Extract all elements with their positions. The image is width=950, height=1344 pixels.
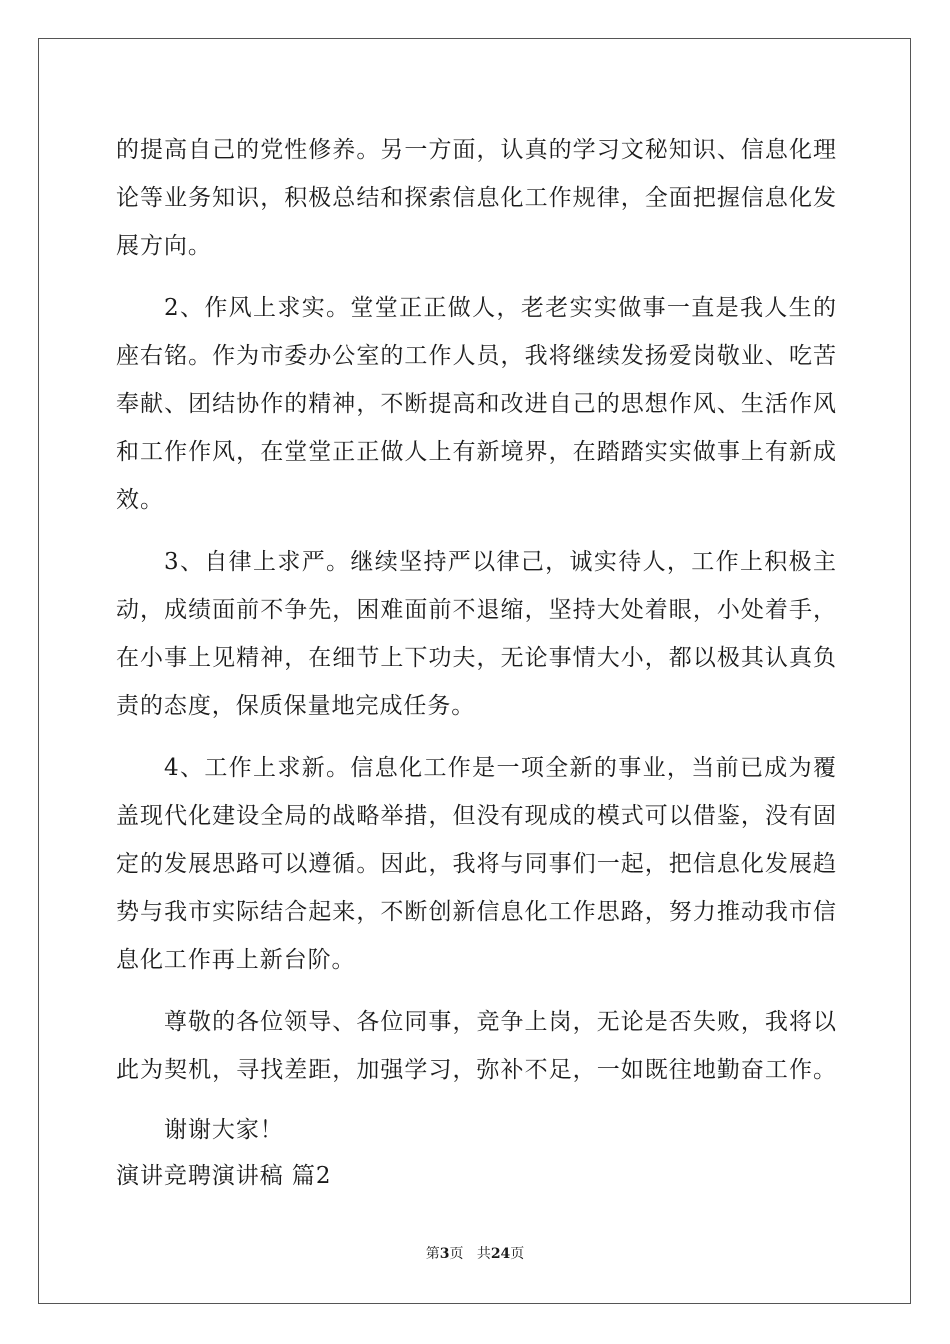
text-line: 势与我市实际结合起来，不断创新信息化工作思路，努力推动我市信 bbox=[116, 899, 836, 925]
paragraph-first-line: 4、工作上求新。信息化工作是一项全新的事业，当前已成为覆 bbox=[164, 755, 836, 781]
text-line: 论等业务知识，积极总结和探索信息化工作规律，全面把握信息化发 bbox=[116, 185, 836, 211]
total-prefix: 共 bbox=[476, 1246, 491, 1262]
text-line: 奉献、团结协作的精神，不断提高和改进自己的思想作风、生活作风 bbox=[116, 391, 836, 417]
section-heading: 演讲竞聘演讲稿 篇2 bbox=[116, 1163, 332, 1189]
page-suffix: 页 bbox=[449, 1246, 464, 1262]
closing-remark: 谢谢大家！ bbox=[164, 1117, 284, 1143]
text-line: 息化工作再上新台阶。 bbox=[116, 947, 356, 973]
text-line: 此为契机，寻找差距，加强学习，弥补不足，一如既往地勤奋工作。 bbox=[116, 1057, 836, 1083]
text-line: 展方向。 bbox=[116, 233, 212, 259]
page-footer bbox=[0, 1244, 950, 1264]
total-pages: 24 bbox=[490, 1246, 511, 1262]
paragraph-first-line: 尊敬的各位领导、各位同事，竞争上岗，无论是否失败，我将以 bbox=[164, 1009, 836, 1035]
text-line: 在小事上见精神，在细节上下功夫，无论事情大小，都以极其认真负 bbox=[116, 645, 836, 671]
text-line: 效。 bbox=[116, 487, 164, 513]
text-line: 动，成绩面前不争先，困难面前不退缩，坚持大处着眼，小处着手， bbox=[116, 597, 836, 623]
text-line: 和工作作风，在堂堂正正做人上有新境界，在踏踏实实做事上有新成 bbox=[116, 439, 836, 465]
paragraph-first-line: 2、作风上求实。堂堂正正做人，老老实实做事一直是我人生的 bbox=[164, 295, 836, 321]
text-line: 的提高自己的党性修养。另一方面，认真的学习文秘知识、信息化理 bbox=[116, 137, 836, 163]
page-prefix: 第 bbox=[425, 1246, 440, 1262]
text-line: 座右铭。作为市委办公室的工作人员，我将继续发扬爱岗敬业、吃苦 bbox=[116, 343, 836, 369]
text-line: 盖现代化建设全局的战略举措，但没有现成的模式可以借鉴，没有固 bbox=[116, 803, 836, 829]
paragraph-first-line: 3、自律上求严。继续坚持严以律己，诚实待人，工作上积极主 bbox=[164, 549, 836, 575]
text-line: 责的态度，保质保量地完成任务。 bbox=[116, 693, 476, 719]
page-number: 3 bbox=[439, 1246, 450, 1262]
text-line: 定的发展思路可以遵循。因此，我将与同事们一起，把信息化发展趋 bbox=[116, 851, 836, 877]
total-suffix: 页 bbox=[510, 1246, 525, 1262]
